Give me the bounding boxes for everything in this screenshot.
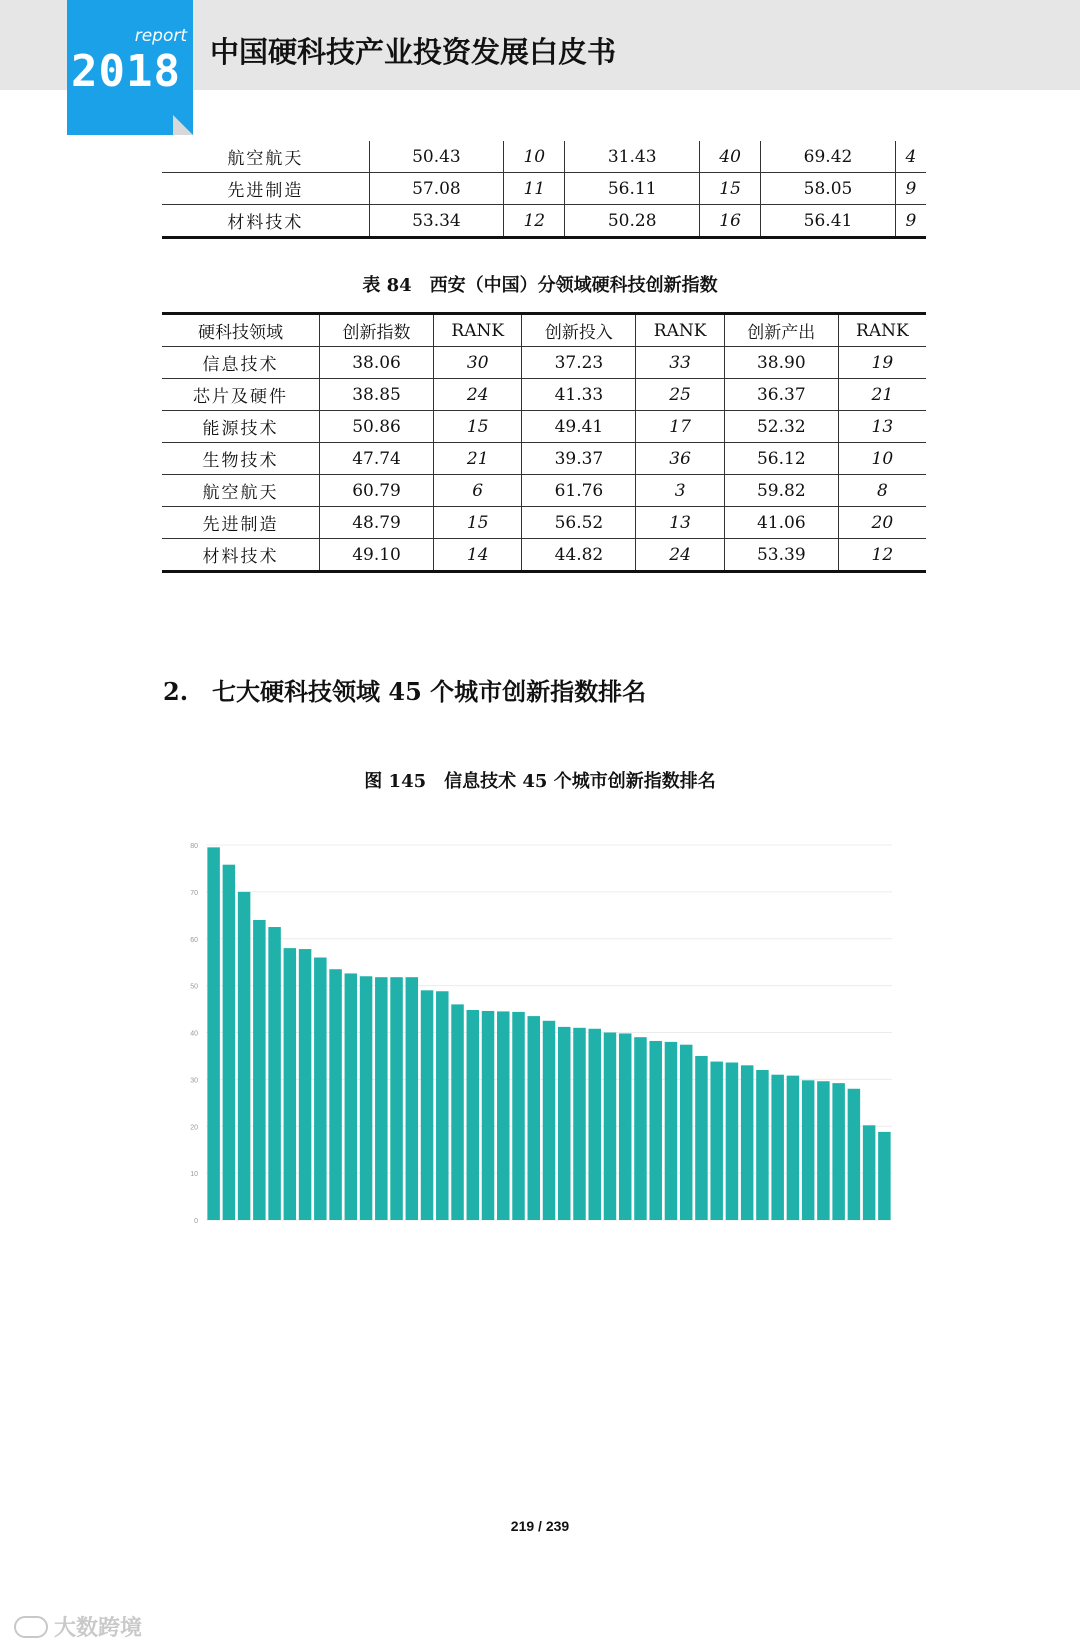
rank-cell: 13 [636,507,725,539]
rank-cell: 16 [699,205,760,238]
rank-cell: 11 [504,173,565,205]
table-row [162,379,926,411]
y-tick-label: 70 [190,889,198,897]
bar-3 [238,892,251,1220]
bar-14 [406,977,419,1220]
bar-25 [573,1028,586,1220]
bar-19 [482,1011,495,1220]
value-cell: 31.43 [565,141,700,173]
table-row [162,539,926,572]
value-cell: 38.85 [320,379,434,411]
value-cell: 53.34 [369,205,504,238]
field-name-cell: 芯片及硬件 [162,379,320,411]
table-84-caption: 表 84 西安（中国）分领域硬科技创新指数 [362,275,718,296]
bar-41 [817,1081,830,1220]
bar-10 [345,973,358,1220]
bar-23 [543,1021,556,1220]
bar-36 [741,1065,754,1220]
bar-16 [436,991,449,1220]
value-cell: 37.23 [522,347,636,379]
section-heading: 2. 七大硬科技领域 45 个城市创新指数排名 [163,677,647,706]
bar-5 [268,927,281,1220]
logo-report-text: report [134,26,187,46]
table-84-xian-index [162,312,926,573]
y-tick-label: 10 [190,1171,198,1179]
table-row [162,173,926,205]
rank-cell: 33 [636,347,725,379]
rank-cell: 10 [504,141,565,173]
y-tick-label: 50 [190,983,198,991]
report-logo [67,0,193,135]
bar-13 [390,977,403,1220]
field-name-cell: 生物技术 [162,443,320,475]
bar-45 [878,1132,891,1220]
rank-cell: 14 [433,539,522,572]
watermark-text: 大数跨境 [54,1616,143,1641]
rank-cell: 15 [433,411,522,443]
rank-cell: 24 [433,379,522,411]
y-tick-label: 80 [190,843,198,850]
value-cell: 61.76 [522,475,636,507]
rank-cell: 17 [636,411,725,443]
bar-21 [512,1012,525,1220]
table-row [162,475,926,507]
bar-32 [680,1045,693,1220]
bar-15 [421,990,434,1220]
previous-city-table-continuation [162,141,926,239]
bar-31 [665,1042,678,1220]
figure-145-caption: 图 145 信息技术 45 个城市创新指数排名 [364,771,716,792]
bar-28 [619,1033,632,1220]
value-cell: 57.08 [369,173,504,205]
column-header: RANK [636,314,725,347]
bar-6 [284,948,297,1220]
bar-22 [528,1016,541,1220]
bar-43 [848,1089,861,1220]
bar-17 [451,1004,464,1220]
table-row [162,347,926,379]
value-cell: 59.82 [724,475,838,507]
bar-39 [787,1076,800,1220]
rank-cell: 21 [433,443,522,475]
bar-38 [771,1075,784,1220]
field-name-cell: 先进制造 [162,507,320,539]
logo-year-text: 2018 [71,46,181,97]
bar-24 [558,1027,571,1220]
rank-cell: 3 [636,475,725,507]
bar-29 [634,1037,647,1220]
value-cell: 58.05 [761,173,896,205]
bar-44 [863,1125,876,1220]
bar-30 [649,1041,662,1220]
bar-9 [329,969,342,1220]
bar-37 [756,1070,769,1220]
value-cell: 49.10 [320,539,434,572]
logo-fold-corner [173,115,193,135]
rank-cell: 9 [895,173,926,205]
rank-cell: 6 [433,475,522,507]
value-cell: 69.42 [761,141,896,173]
bar-42 [832,1083,845,1220]
watermark-logo-icon [14,1616,48,1638]
value-cell: 56.12 [724,443,838,475]
value-cell: 48.79 [320,507,434,539]
bar-20 [497,1011,510,1220]
value-cell: 41.33 [522,379,636,411]
page-number: 219 / 239 [510,1518,570,1534]
y-tick-label: 20 [190,1124,198,1132]
field-name-cell: 材料技术 [162,205,369,238]
rank-cell: 20 [838,507,926,539]
rank-cell: 40 [699,141,760,173]
table-row [162,205,926,238]
rank-cell: 13 [838,411,926,443]
rank-cell: 24 [636,539,725,572]
bar-12 [375,977,388,1220]
bar-35 [726,1063,739,1221]
value-cell: 47.74 [320,443,434,475]
bar-26 [588,1029,601,1220]
value-cell: 56.41 [761,205,896,238]
field-name-cell: 航空航天 [162,475,320,507]
value-cell: 56.52 [522,507,636,539]
table-row [162,411,926,443]
field-name-cell: 材料技术 [162,539,320,572]
bar-27 [604,1033,617,1221]
rank-cell: 36 [636,443,725,475]
y-tick-label: 60 [190,936,198,944]
rank-cell: 25 [636,379,725,411]
value-cell: 36.37 [724,379,838,411]
table-row [162,507,926,539]
rank-cell: 4 [895,141,926,173]
value-cell: 49.41 [522,411,636,443]
field-name-cell: 航空航天 [162,141,369,173]
rank-cell: 8 [838,475,926,507]
value-cell: 50.28 [565,205,700,238]
value-cell: 52.32 [724,411,838,443]
bar-34 [710,1062,723,1220]
value-cell: 56.11 [565,173,700,205]
column-header: 创新指数 [320,314,434,347]
value-cell: 53.39 [724,539,838,572]
rank-cell: 19 [838,347,926,379]
column-header: 创新投入 [522,314,636,347]
bar-4 [253,920,265,1220]
rank-cell: 9 [895,205,926,238]
field-name-cell: 先进制造 [162,173,369,205]
bar-11 [360,976,373,1220]
bar-40 [802,1080,815,1220]
value-cell: 44.82 [522,539,636,572]
rank-cell: 12 [504,205,565,238]
field-name-cell: 能源技术 [162,411,320,443]
y-tick-label: 0 [194,1218,198,1225]
value-cell: 50.43 [369,141,504,173]
y-tick-label: 40 [190,1030,198,1038]
rank-cell: 12 [838,539,926,572]
bar-1 [207,847,220,1220]
rank-cell: 15 [433,507,522,539]
document-title: 中国硬科技产业投资发展白皮书 [210,35,617,69]
rank-cell: 30 [433,347,522,379]
value-cell: 60.79 [320,475,434,507]
table-row [162,141,926,173]
bar-33 [695,1056,708,1220]
value-cell: 41.06 [724,507,838,539]
watermark [14,1611,142,1642]
bar-7 [299,949,312,1220]
rank-cell: 21 [838,379,926,411]
field-name-cell: 信息技术 [162,347,320,379]
value-cell: 38.90 [724,347,838,379]
value-cell: 39.37 [522,443,636,475]
column-header: 创新产出 [724,314,838,347]
bar-8 [314,958,327,1221]
table-row [162,443,926,475]
information-technology-city-ranking-chart [180,835,900,1250]
value-cell: 50.86 [320,411,434,443]
y-tick-label: 30 [190,1077,198,1085]
rank-cell: 15 [699,173,760,205]
column-header: RANK [838,314,926,347]
column-header: RANK [433,314,522,347]
column-header: 硬科技领域 [162,314,320,347]
rank-cell: 10 [838,443,926,475]
bar-18 [467,1010,480,1220]
value-cell: 38.06 [320,347,434,379]
bar-2 [223,865,236,1220]
